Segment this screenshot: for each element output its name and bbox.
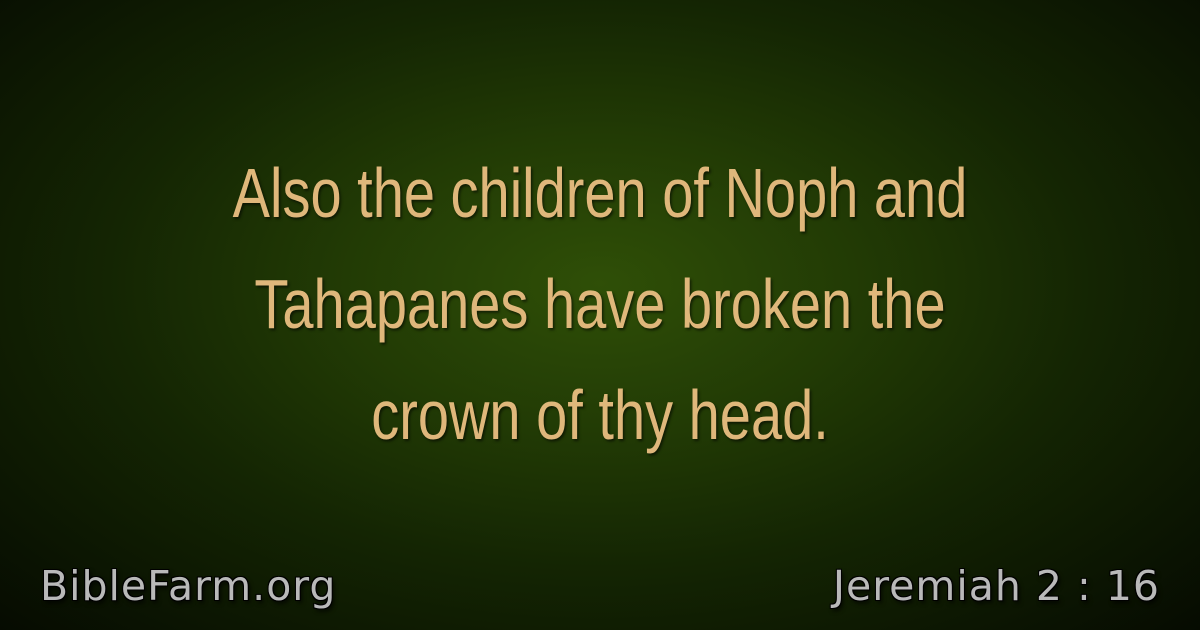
scripture-reference: Jeremiah 2 : 16	[832, 562, 1160, 610]
site-watermark: BibleFarm.org	[40, 562, 337, 610]
verse-text: Also the children of Noph and Tahapanes have broken the crown of thy head.	[232, 154, 968, 454]
